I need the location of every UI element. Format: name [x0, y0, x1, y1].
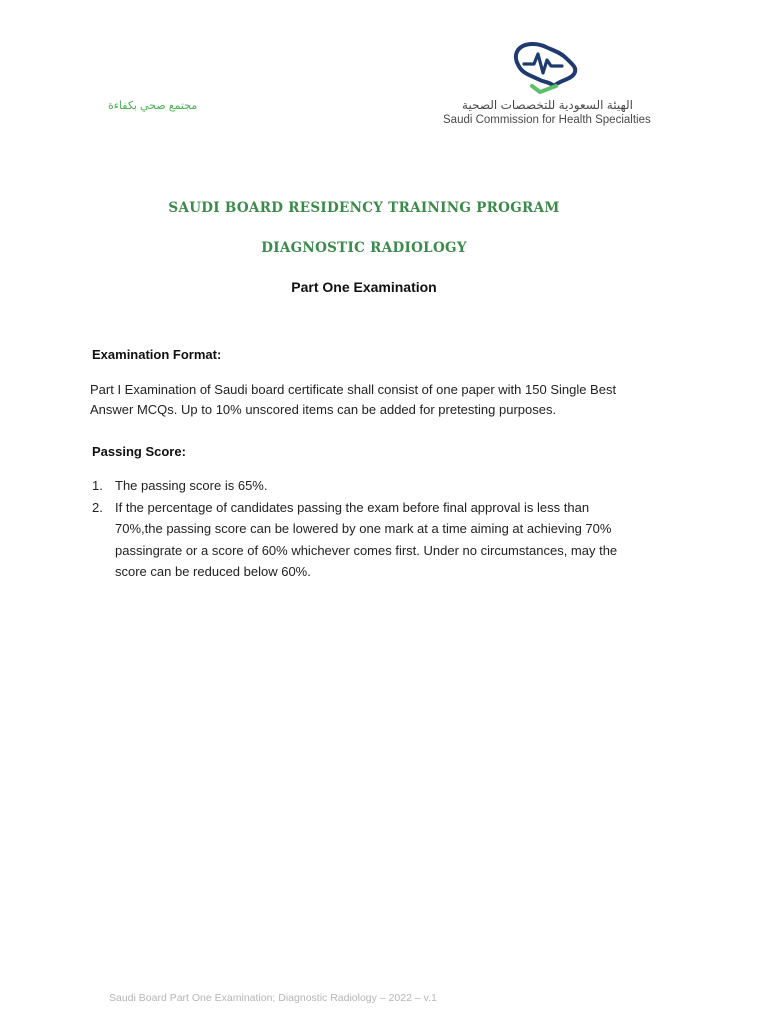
tagline-arabic: مجتمع صحي بكفاءة [108, 100, 198, 112]
list-item-number: 1. [92, 478, 103, 493]
org-name-arabic: الهيئة السعودية للتخصصات الصحية [462, 98, 633, 112]
specialty-title: DIAGNOSTIC RADIOLOGY [261, 240, 467, 256]
exam-subtitle: Part One Examination [291, 279, 437, 295]
org-name-english: Saudi Commission for Health Specialties [443, 114, 651, 126]
program-title: SAUDI BOARD RESIDENCY TRAINING PROGRAM [168, 200, 560, 216]
format-heading: Examination Format: [92, 347, 222, 362]
format-paragraph: Part I Examination of Saudi board certificate shall consist of one paper with 150 Single Best Answer MCQs. Up to 10% unscored items can be added for pretesting purposes. [90, 382, 617, 417]
organization-logo [430, 40, 666, 132]
list-item-text: The passing score is 65%. [115, 478, 268, 493]
scfhs-logo-icon [510, 40, 582, 98]
list-item [92, 475, 637, 497]
passing-heading: Passing Score: [92, 444, 186, 459]
list-item [92, 497, 637, 583]
page-footer: Saudi Board Part One Examination; Diagnostic Radiology – 2022 – v.1 [109, 992, 437, 1004]
list-item-number: 2. [92, 499, 103, 515]
passing-score-list [92, 475, 637, 583]
list-item-text: If the percentage of candidates passing the exam before final approval is less than 70%,the passing score can be lowered by one mark at a time aiming at achieving 70% passingrate or a score of 60% whichever comes first. Under no circumstances, may the score can be reduced below 60%. [115, 499, 618, 579]
